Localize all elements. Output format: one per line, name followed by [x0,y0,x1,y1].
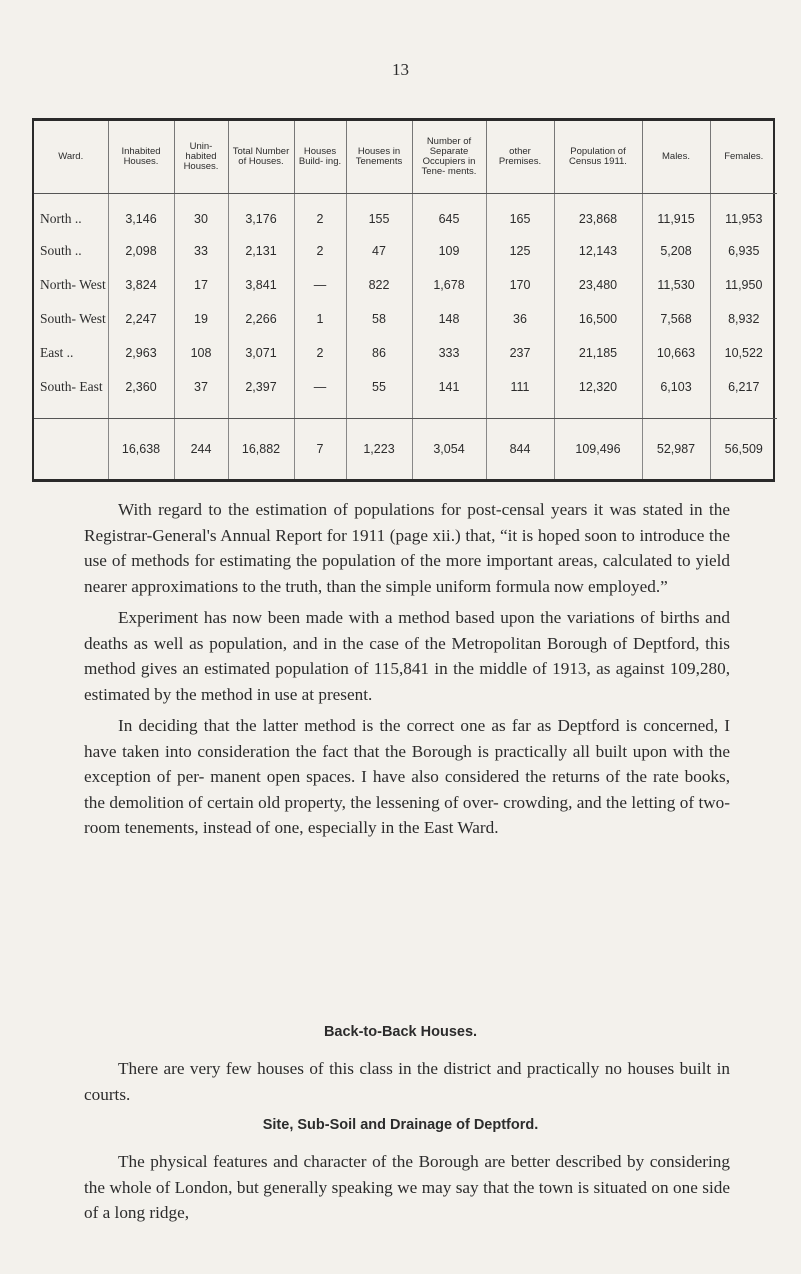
table-cell: 170 [486,268,554,302]
column-header: Males. [642,121,710,194]
table-cell: 17 [174,268,228,302]
table-spacer-row [34,404,777,419]
table-cell: 333 [412,336,486,370]
table-cell: 2,266 [228,302,294,336]
table-cell: 2,131 [228,234,294,268]
section-heading: Back-to-Back Houses. [323,1024,478,1040]
table-cell: 2,247 [108,302,174,336]
table-cell: 111 [486,370,554,404]
column-header: Number of Separate Occupiers in Tene- ments. [412,121,486,194]
total-cell: 1,223 [346,419,412,480]
ward-cell: South- East [34,370,108,404]
paragraph: In deciding that the latter method is the correct one as far as Deptford is concerned, I have taken into consideration the fact that the Borough is practically all built upon with the exception of per- manent open spaces. I have also considered the returns of the rate books, the demolition of certain old property, the lessening of over- crowding, and the letting of two-room tenements, instead of one, especially in the East Ward. [84,716,730,837]
table-cell: 58 [346,302,412,336]
total-cell: 56,509 [724,442,763,456]
census-table-frame [32,118,775,482]
ward-cell [34,419,108,480]
page-number: 13 [392,60,409,79]
table-cell: 2,397 [228,370,294,404]
table-cell: 11,915 [642,194,710,235]
table-cell: 108 [174,336,228,370]
table-cell: 2,963 [108,336,174,370]
ward-cell: East .. [34,336,108,370]
ward-cell: South- West [34,302,108,336]
table-cell: 165 [486,194,554,235]
table-cell: 1,678 [412,268,486,302]
totals-row [34,419,777,480]
table-cell: 21,185 [554,336,642,370]
total-cell: 244 [174,419,228,480]
table-header-row [34,121,777,194]
table-cell: — [294,370,346,404]
table-cell: 12,143 [554,234,642,268]
table-cell: 23,480 [554,268,642,302]
table-cell: 10,522 [724,346,763,360]
column-header: Unin- habited Houses. [174,121,228,194]
column-header: Total Number of Houses. [228,121,294,194]
ward-cell: North- West [34,268,108,302]
column-header: Houses in Tenements [346,121,412,194]
paragraph: With regard to the estimation of populations for post-censal years it was stated in the Registrar-General's Annual Report for 1911 (page xii.) that, “it is hoped soon to introduce the use of methods for estimating the population of the more important areas, calculated to yield nearer approximations to the truth, than the simple uniform formula now employed.” [84,500,730,596]
table-cell: 37 [174,370,228,404]
total-cell: 844 [486,419,554,480]
table-cell: 3,071 [228,336,294,370]
table-cell: 109 [412,234,486,268]
total-cell: 7 [294,419,346,480]
paragraph: There are very few houses of this class in the district and practically no houses built in courts. [84,1059,730,1104]
table-cell: 155 [346,194,412,235]
table-cell: 2,098 [108,234,174,268]
body-text-back-to-back [84,1056,730,1107]
table-cell: 12,320 [554,370,642,404]
column-header: Houses Build- ing. [294,121,346,194]
table-cell: 2,360 [108,370,174,404]
table-cell: 10,663 [642,336,710,370]
ward-cell: South .. [34,234,108,268]
paragraph: Experiment has now been made with a method based upon the variations of births and deaths as well as population, and in the case of the Metropolitan Borough of Deptford, this method gives an estimated population of 115,841 in the middle of 1913, as against 109,280, estimated by the method in use at present. [84,608,730,704]
table-cell: 125 [486,234,554,268]
table-cell: 30 [174,194,228,235]
table-row [34,370,777,404]
table-cell: 1 [294,302,346,336]
table-cell: 3,841 [228,268,294,302]
total-cell: 52,987 [642,419,710,480]
column-header: Inhabited Houses. [108,121,174,194]
table-cell: 6,935 [728,244,760,258]
table-cell: 11,950 [725,278,763,292]
total-cell: 3,054 [412,419,486,480]
table-cell: 47 [346,234,412,268]
table-row [34,234,777,268]
table-cell: 55 [346,370,412,404]
column-header: Population of Census 1911. [554,121,642,194]
table-cell: 2 [294,234,346,268]
table-cell: 6,103 [642,370,710,404]
census-table [34,121,777,479]
table-cell: 3,176 [228,194,294,235]
table-cell: 16,500 [554,302,642,336]
ward-cell: North .. [34,194,108,235]
table-row [34,194,777,235]
table-cell: 2 [294,194,346,235]
column-header: Females. [710,121,777,194]
body-text-site [84,1149,730,1226]
table-cell: 822 [346,268,412,302]
table-cell: 645 [412,194,486,235]
table-cell: 11,530 [642,268,710,302]
column-header: Ward. [34,121,108,194]
table-row [34,302,777,336]
table-cell: 6,217 [728,380,760,394]
table-cell: 33 [174,234,228,268]
table-cell: 8,932 [728,312,760,326]
column-header: other Premises. [486,121,554,194]
table-cell: 237 [486,336,554,370]
table-cell: 2 [294,336,346,370]
table-cell: 86 [346,336,412,370]
table-cell: — [294,268,346,302]
table-cell: 7,568 [642,302,710,336]
table-cell: 3,824 [108,268,174,302]
paragraph: The physical features and character of the Borough are better described by considering the whole of London, but generally speaking we may say that the town is situated on one side of a long ridge, [84,1152,730,1222]
table-cell: 3,146 [108,194,174,235]
total-cell: 16,638 [108,419,174,480]
table-cell: 141 [412,370,486,404]
table-cell: 23,868 [554,194,642,235]
total-cell: 109,496 [554,419,642,480]
table-cell: 11,953 [725,212,763,226]
table-row [34,336,777,370]
total-cell: 16,882 [228,419,294,480]
table-row [34,268,777,302]
table-cell: 36 [486,302,554,336]
body-text-main [84,497,730,841]
table-cell: 5,208 [642,234,710,268]
table-cell: 148 [412,302,486,336]
table-cell: 19 [174,302,228,336]
section-heading: Site, Sub-Soil and Drainage of Deptford. [262,1117,539,1133]
